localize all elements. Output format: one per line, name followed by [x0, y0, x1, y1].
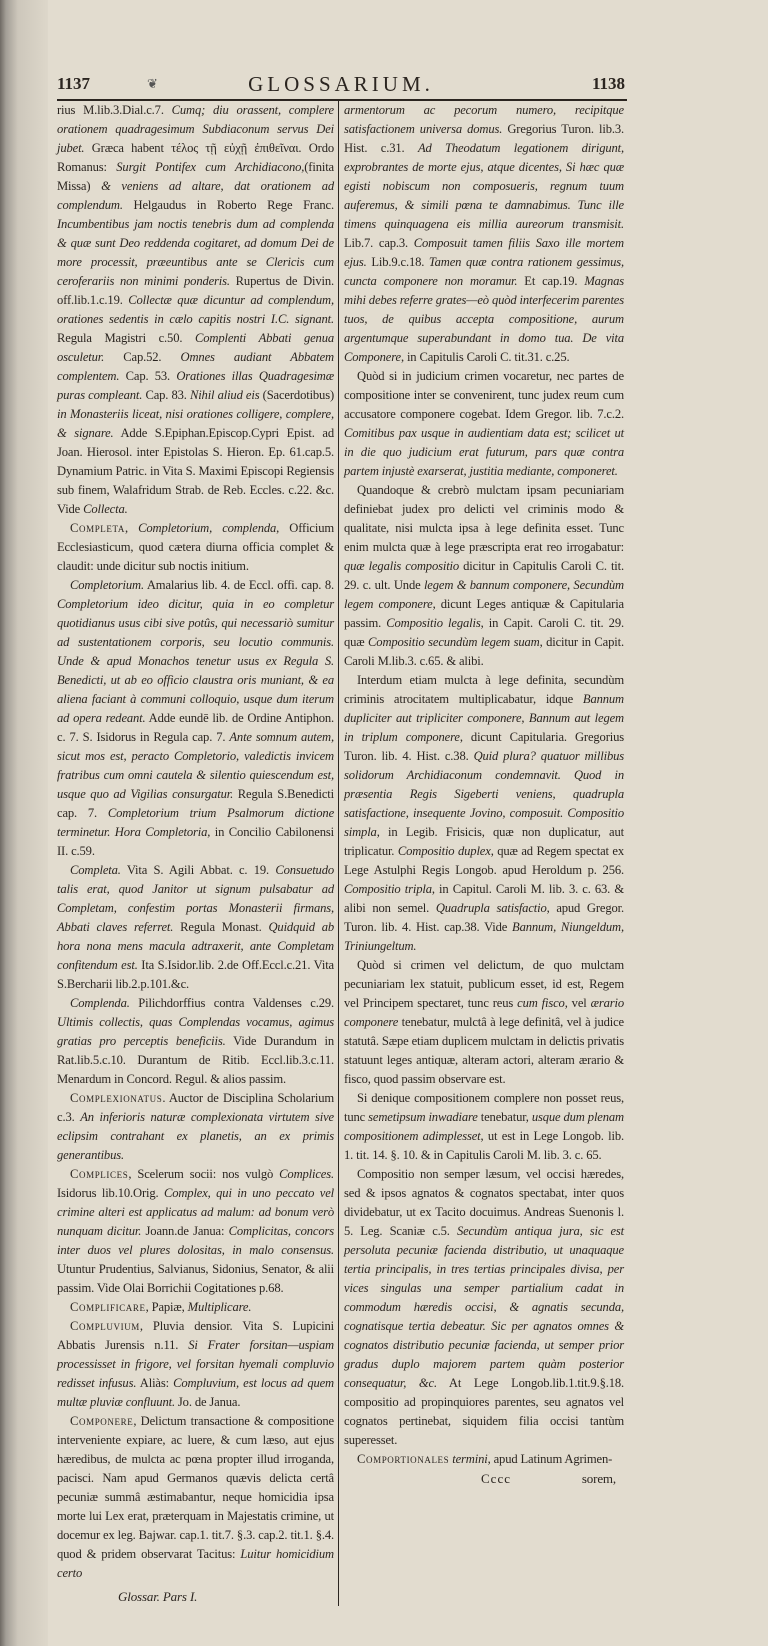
body-text: Ita S.Isidor.lib. 2.de Off.Eccl.c.21. Vita S.Bercharii lib.2.p.101.&c.: [57, 958, 334, 991]
italic-text: Secundùm antiqua jura, sic est persoluta pecuniæ facienda distributio, ut unaquaque tertia principalis, in tres tertias principales divisa, per vices singulas una semper partialium cadat in commodum hæredis occisi, & agnatis secunda, cognatisque tertia debeatur. Sic per agnatos omnes & cognatos distributio pecuniæ facienda, ut semper prior gradus duplo majorem partem quàm posterior consequatur, &c.: [344, 1224, 624, 1390]
body-text: Quandoque & crebrò mulctam ipsam pecuniariam definiebat judex pro delicti vel criminis modo & qualitate, nisi mulcta ipsa à lege definita esset. Tunc enim mulcta quæ à lege præscripta erat reo irrogabatur:: [344, 483, 624, 554]
body-text: , in Capit. Caroli C. tit. 29. quæ: [344, 616, 624, 649]
paragraph: [57, 1317, 334, 1412]
body-text: , apud Latinum Agrimen-: [487, 1452, 613, 1466]
italic-text: Complices.: [279, 1167, 334, 1181]
body-text: ,: [124, 521, 139, 535]
body-text: , ut est in Lege Longob. lib. 1. tit. 14. §. 10. & in Capitulis Caroli M. lib. 3. c. 65.: [344, 1129, 624, 1162]
paragraph: [344, 1165, 624, 1450]
body-text: , apud Gregor. Turon. lib. 4. Hist. cap.38. Vide: [344, 901, 624, 934]
body-text: (Sacerdotibus): [259, 388, 335, 402]
paragraph: [344, 1450, 624, 1469]
left-column: [57, 101, 338, 1606]
body-text: Lib.7. cap.3.: [344, 236, 414, 250]
body-text: Cap. 83.: [142, 388, 190, 402]
body-text: dicitur in Capitulis Caroli C. tit. 29. c. ult. Unde: [344, 559, 624, 592]
paragraph: [344, 101, 624, 367]
body-text: , Scelerum socii: nos vulgò: [128, 1167, 280, 1181]
italic-text: Ante somnum autem, sicut mos est, peracto Completorio, valedictis invicem fratribus cum omni cautela & silentio quiescendum est, usque quo ad Vigilias consurgatur.: [57, 730, 334, 801]
italic-text: Magnas mihi debes referre grates—eò quòd interfecerim parentes tuos, de quibus accepta compositione, aurum argentumque superabundant in domo tua. De vita Componere: [344, 274, 624, 364]
italic-text: Bannum dupliciter aut tripliciter componere, Bannum aut legem in triplum componere: [344, 692, 624, 744]
italic-text: Quid plura? quatuor millibus solidorum Archidiaconum condemnavit. Quod in præsentia Regis Sigeberti veniens, quadrupla satisfactione, insequente Jovino, composuit. Compositio simpla: [344, 749, 624, 839]
body-text: , vel: [564, 996, 591, 1010]
italic-text: Completorium ideo dicitur, quia in eo completur quotidianus usus cibi sive potûs, qui necessariò sumitur ad sustentationem corporis, seu locutio communis. Unde & apud Monachos tenetur usus ex Regula S. Benedicti, ut ab eo officio claustra oris muniant, & ea aliena faciant à communi colloquio, usque dum iterum ad opera redeant.: [57, 597, 334, 725]
entry-headword: Componere: [70, 1414, 134, 1428]
body-text: Quòd si crimen vel delictum, de quo mulctam pecuniariam lex statuit, publicum esset, id est, Regem vel Principem spectaret, tunc reus: [344, 958, 624, 1010]
footer-row: [344, 1469, 624, 1488]
paragraph: [57, 1089, 334, 1165]
body-text: Adde S.Epiphan.Episcop.Cypri Epist. ad Joan. Hierosol. inter Epistolas S. Hieron. Ep. 61.cap.5. Dynamium Patric. in Vita S. Maximi Episcopi Regiensis sub finem, Walafridum Strab. de Reb. Eccles. c.22. &c. Vide: [57, 426, 334, 516]
italic-text: Si Frater forsitan—uspiam processisset in frigore, vel forsitan hyemali compluvio redisset infusus.: [57, 1338, 334, 1390]
italic-text: Compluvium, est locus ad quem multæ pluviæ confluunt.: [57, 1376, 335, 1409]
italic-text: Luitur homicidium certo: [57, 1547, 334, 1580]
italic-text: Omnes audiant Abbatem complentem.: [57, 350, 334, 383]
italic-text: in Monasteriis liceat, nisi orationes colligere, complere, & signare.: [57, 407, 334, 440]
printer-ornament-icon: ❦: [147, 76, 158, 91]
italic-text: Complex, qui in uno peccato vel crimine alteri est applicatus ad malum: ad bonum verò nunquam dicitur.: [57, 1186, 335, 1238]
paragraph: [57, 1298, 334, 1317]
right-column: [338, 101, 624, 1606]
body-text: rius M.lib.3.Dial.c.7.: [57, 103, 172, 117]
body-text: Compositio non semper læsum, vel occisi hæredes, sed & ipsos agnatos & cognatos spectabat, inter quos dividebatur, ut ex Tacito docuimus. Andreas Suenonis l. 5. Leg. Scaniæ c.5.: [344, 1167, 624, 1238]
entry-headword: Complexionatus: [70, 1091, 163, 1105]
body-text: Et cap.19.: [517, 274, 585, 288]
italic-text: Nihil aliud eis: [189, 388, 260, 402]
paragraph: [344, 481, 624, 671]
running-header: [57, 72, 625, 98]
body-text: Regula Monast.: [173, 920, 269, 934]
body-text: tenebatur,: [477, 1110, 532, 1124]
italic-text: Completorium trium Psalmorum dictione terminetur. Hora Completoria,: [57, 806, 335, 839]
italic-text: cum fisco: [517, 996, 565, 1010]
left-column-text: [57, 101, 334, 1583]
italic-text: Ad Theodatum legationem dirigunt, exprobrantes de morte ejus, atque dicentes, Si hæc quæ egisti nobiscum non composueris, regnum tuum auferemus, & simili pœna te damnabimus. Tunc ille timens quinquagena eis millia aureorum transmisit.: [344, 141, 624, 231]
italic-text: Complicitas, concors inter duos vel plures dolositas, in malo consensus.: [57, 1224, 334, 1257]
body-text: tenebatur, mulctâ à lege definitâ, vel à judice statutâ. Sæpe etiam duplicem mulctam in delictis privatis statuunt leges antiquæ, alteram actori, alteram ærario & fisco, quod passim observare est.: [344, 1015, 624, 1086]
italic-text: Collecta.: [83, 502, 128, 516]
page-title: GLOSSARIUM.: [248, 72, 434, 96]
left-page-number: 1137: [57, 74, 91, 93]
body-text: Rupertus de Divin. off.lib.1.c.19.: [57, 274, 335, 307]
body-text: , in Capitul. Caroli M. lib. 3. c. 63. & alibi non semel.: [344, 882, 625, 915]
body-text: , dicunt Leges antiquæ & Capitularia passim.: [344, 597, 624, 630]
italic-text: Comitibus pax usque in audientiam data est; scilicet ut in die quo judicium erat futurum, pars quæ contra partem injustè exarserat, justitia mediante, componeret.: [344, 426, 624, 478]
italic-text: & veniens ad altare, dat orationem ad complendum.: [57, 179, 334, 212]
body-text: Vita S. Agili Abbat. c. 19.: [120, 863, 276, 877]
italic-text: Completorium.: [70, 578, 144, 592]
body-text: Adde eundē lib. de Ordine Antiphon. c. 7. S. Isidorus in Regula cap. 7.: [57, 711, 335, 744]
italic-text: Bannum, Niungeldum, Triniungeltum.: [344, 920, 624, 953]
entry-headword: Completa: [70, 521, 125, 535]
body-text: , quæ ad Regem spectat ex Lege Astulphi Regis Longob. apud Heroldum p. 256.: [344, 844, 625, 877]
body-text: Interdum etiam mulcta à lege definita, secundùm criminis atrocitatem multiplicabatur, idque: [344, 673, 624, 706]
italic-text: Complenti Abbati genua osculetur.: [57, 331, 334, 364]
body-text: Helgaudus in Roberto Rege Franc.: [122, 198, 334, 212]
body-text: Utuntur Prudentius, Salvianus, Sidonius, Senator, & alii passim. Vide Olai Borrichii Cogitationes p.68.: [57, 1262, 334, 1295]
body-text: Isidorus lib.10.Orig.: [57, 1186, 164, 1200]
body-text: . Auctor de Disciplina Scholarium c.3.: [57, 1091, 334, 1124]
italic-text: Complenda.: [70, 996, 130, 1010]
body-text: Regula S.Benedicti cap. 7.: [57, 787, 335, 820]
body-text: Amalarius lib. 4. de Eccl. offi. cap. 8.: [143, 578, 334, 592]
body-text: Regula Magistri c.50.: [57, 331, 196, 345]
paragraph: [57, 519, 334, 576]
italic-text: An inferioris naturæ complexionata virtutem sive eclipsim contrahant ex planetis, an ex primis generantibus.: [57, 1110, 334, 1162]
italic-text: Completorium, complenda: [138, 521, 277, 535]
italic-text: Surgit Pontifex cum Archidiacono,: [116, 160, 305, 174]
body-text: , in Legib. Frisicis, quæ non duplicatur, aut triplicatur.: [344, 825, 624, 858]
body-text: Pilichdorffius contra Valdenses c.29.: [129, 996, 334, 1010]
italic-text: Collectæ quæ dicuntur ad complendum, orationes sedentis in cælo capitis nostri I.C. signant.: [57, 293, 334, 326]
italic-text: Composuit tamen filiis Saxo ille mortem ejus.: [344, 236, 624, 269]
italic-text: Compositio duplex: [397, 844, 491, 858]
italic-text: Quidquid ab hora nona mens macula adtraxerit, ante Completam confitendum est.: [57, 920, 335, 972]
italic-text: Compositio tripla: [344, 882, 432, 896]
paragraph: [57, 1165, 334, 1298]
italic-text: Quadrupla satisfactio: [435, 901, 547, 915]
italic-text: Cumq; diu orassent, complere orationem quadragesimum Subdiaconum servus Dei jubet.: [57, 103, 334, 155]
paragraph: [57, 101, 334, 519]
italic-text: Tamen quæ contra rationem gessimus, cuncta componere non moramur.: [344, 255, 624, 288]
italic-text: Orationes illas Quadragesimæ puras compleant.: [57, 369, 334, 402]
body-text: Cap. 53.: [119, 369, 177, 383]
paragraph: [344, 956, 624, 1089]
body-text: Cap.52.: [104, 350, 181, 364]
right-page-number: 1138: [591, 74, 625, 93]
signature-mark: Cccc: [481, 1471, 511, 1486]
italic-text: quæ legalis compositio: [344, 559, 460, 573]
italic-text: Completa.: [70, 863, 121, 877]
entry-headword: Complices: [70, 1167, 129, 1181]
body-text: Gregorius Turon. lib.3. Hist. c.31.: [344, 122, 624, 155]
body-text: Aliàs:: [136, 1376, 174, 1390]
body-text: Vide Durandum in Rat.lib.5.c.10. Durantum de Ritib. Eccl.lib.3.c.11. Menardum in Concord. Regul. & alios passim.: [57, 1034, 334, 1086]
body-text: Quòd si in judicium crimen vocaretur, nec partes de compositione inter se convenirent, tunc judex reum cum accusatore componere cogebat. Idem Gregor. lib. 7.c.2.: [344, 369, 624, 421]
italic-text: Compositio legalis: [386, 616, 481, 630]
paragraph: [344, 671, 624, 956]
italic-text: legem & bannum componere, Secundùm legem componere: [344, 578, 624, 611]
body-text: in Concilio Cabilonensi II. c.59.: [57, 825, 334, 858]
entry-headword: Comportionales: [357, 1452, 450, 1466]
body-text: (finita Missa): [57, 160, 334, 193]
body-text: , Papiæ,: [145, 1300, 188, 1314]
paragraph: [57, 994, 334, 1089]
body-text: , Pluvia densior. Vita S. Lupicini Abbatis Jurensis n.11.: [57, 1319, 334, 1352]
italic-text: Ultimis collectis, quas Complendas vocamus, agimus gratias pro perceptis beneficiis.: [57, 1015, 334, 1048]
body-text: , dicunt Capitularia. Gregorius Turon. lib. 4. Hist. c.38.: [344, 730, 624, 763]
catchword: sorem,: [581, 1471, 616, 1486]
body-text: , Delictum transactione & compositione interveniente expiare, ac luere, & cum læso, aut ejus hæredibus, de mulcta ac pœna propter illud irroganda, pacisci. Nam apud Germanos quævis delicta certâ pecuniæ summâ æstimabantur, neque homicidia ipsa morte lui Lex erat, præterquam in Majestatis crimine, ut docemur ex leg. Bajwar. cap.1. tit.7. §.3. cap.2. tit.1. §.4. quod & pridem observarat Tacitus:: [57, 1414, 334, 1561]
paragraph: [344, 367, 624, 481]
body-text: At Lege Longob.lib.1.tit.9.§.18. compositio ad propinquiores parentes, seu agnatos vel cognatos pertinebat, siquidem filia occisi tantùm superesset.: [344, 1376, 625, 1447]
italic-text: semetipsum inwadiare: [368, 1110, 478, 1124]
body-text: , in Capitulis Caroli C. tit.31. c.25.: [400, 350, 570, 364]
italic-text: Incumbentibus jam noctis tenebris dum ad complenda & quæ sunt Deo reddenda cogitaret, ad domum Dei de more processit, præeuntibus ante se Clericis cum ceroferariis non minimi ponderis.: [57, 217, 334, 288]
italic-text: Consuetudo talis erat, quod Janitor ut signum pulsabatur ad Completam, confestim portas Monasterii firmans, Abbati claves referret.: [57, 863, 334, 934]
body-text: Si denique compositionem complere non posset reus, tunc: [344, 1091, 624, 1124]
entry-headword: Complificare: [70, 1300, 146, 1314]
paragraph: [344, 1089, 624, 1165]
footer-note: Glossar. Pars I.: [118, 1589, 198, 1604]
paragraph: [57, 576, 334, 861]
right-column-text: [344, 101, 624, 1469]
body-text: Lib.9.c.18.: [366, 255, 429, 269]
paragraph: [57, 861, 334, 994]
italic-text: armentorum ac pecorum numero, recipitque satisfactionem universa domus.: [344, 103, 624, 136]
text-columns: [57, 101, 627, 1646]
paragraph: [57, 1412, 334, 1583]
italic-text: termini: [452, 1452, 488, 1466]
body-text: Jo. de Janua.: [174, 1395, 241, 1409]
body-text: , dicitur in Capit. Caroli M.lib.3. c.65. & alibi.: [344, 635, 624, 668]
italic-text: usque dum plenam compositionem adimplesset: [344, 1110, 624, 1143]
italic-text: ærario componere: [344, 996, 624, 1029]
italic-text: Multiplicare.: [187, 1300, 252, 1314]
body-text: Joann.de Janua:: [141, 1224, 229, 1238]
italic-text: Compositio secundùm legem suam: [368, 635, 540, 649]
body-text: , Officium Ecclesiasticum, quod cætera diurna officia complet & claudit: unde dicitur sub noctis initium.: [57, 521, 335, 573]
entry-headword: Compluvium: [70, 1319, 140, 1333]
body-text: Græca habent τέλος τῇ εὐχῇ ἐπιθεῖναι. Ordo Romanus:: [57, 141, 334, 174]
